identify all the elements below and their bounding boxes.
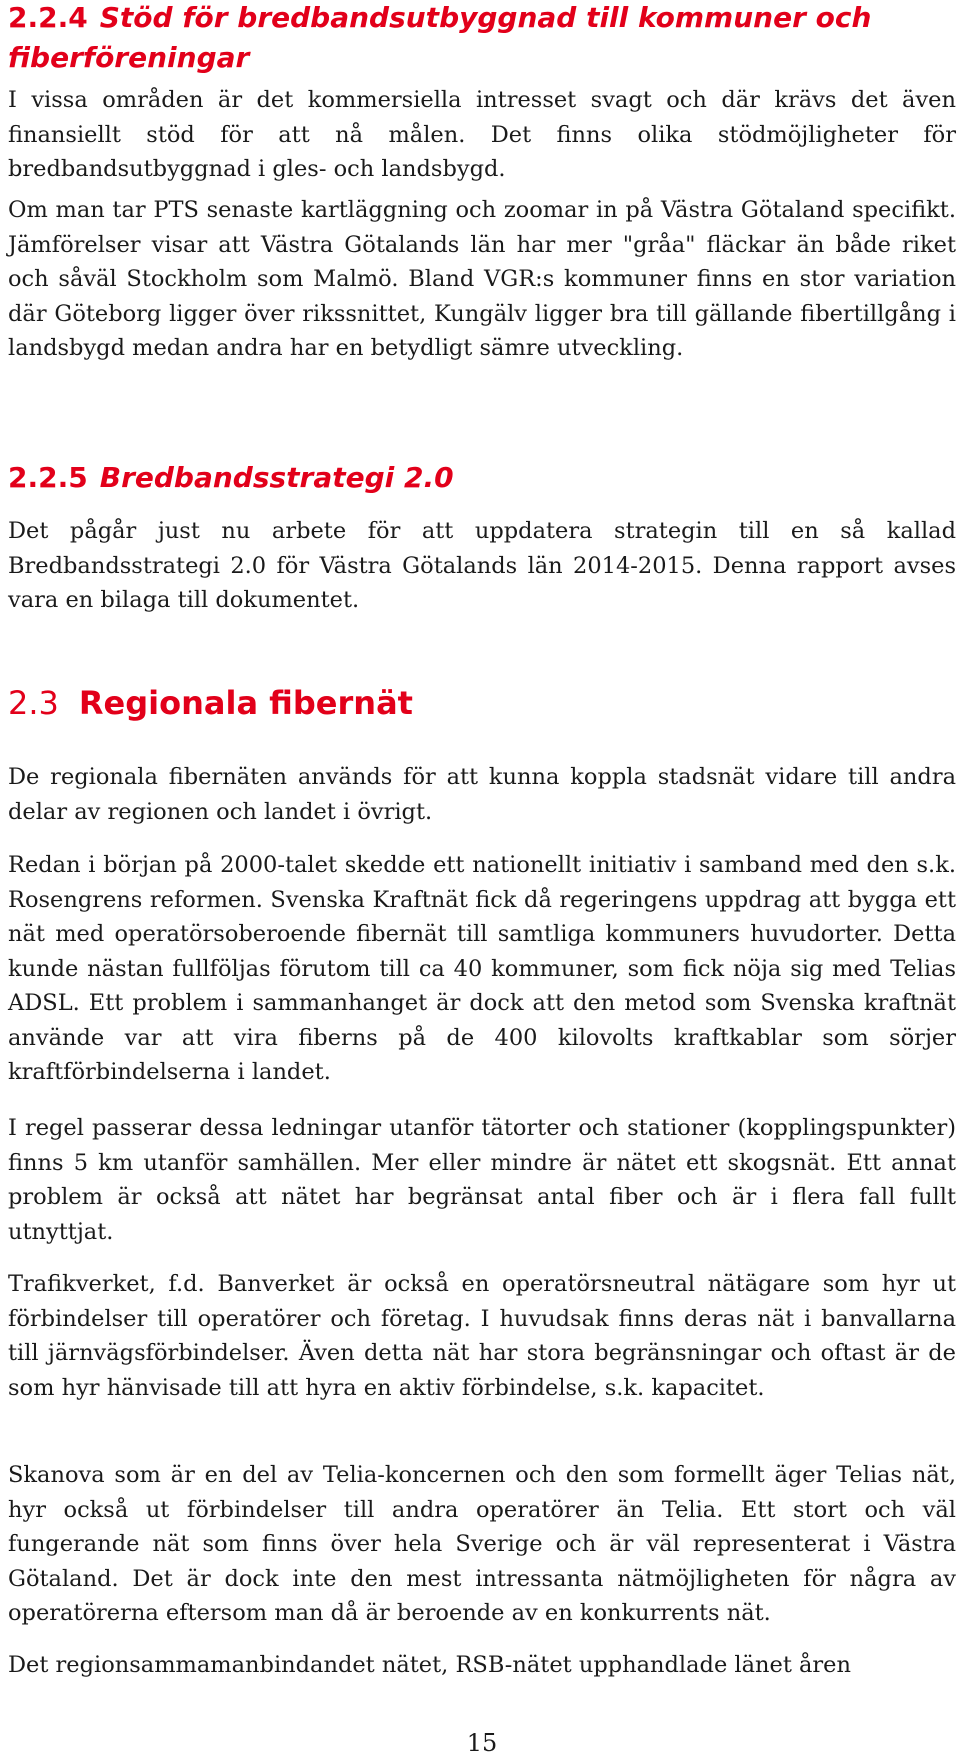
section-number: 2.2.5 (8, 461, 88, 494)
section-title: Regionala fibernät (78, 684, 413, 722)
section-number: 2.2.4 (8, 1, 88, 34)
section-title: Bredbandsstrategi 2.0 (99, 461, 454, 494)
paragraph: I vissa områden är det kommersiella intresset svagt och där krävs det även finansiellt stöd för att nå målen. Det finns olika stödmöjligheter för bredbandsutbyggnad i gles- och landsbygd. (8, 87, 956, 182)
paragraph: Det pågår just nu arbete för att uppdatera strategin till en så kallad Bredbandsstrategi 2.0 för Västra Götalands län 2014-2015. Denna rapport avses vara en bilaga till dokumentet. (8, 518, 956, 613)
section-heading-2-2-4 (8, 0, 908, 78)
page-number: 15 (466, 1729, 498, 1757)
paragraph: Redan i början på 2000-talet skedde ett nationellt initiativ i samband med den s.k. Rosengrens reformen. Svenska Kraftnät fick då regeringens uppdrag att bygga ett nät med operatörsoberoende fibernät till samtliga kommuners huvudorter. Detta kunde nästan fullföljas förutom till ca 40 kommuner, som fick nöja sig med Telias ADSL. Ett problem i sammanhanget är dock att den metod som Svenska kraftnät använde var att vira fiberns på de 400 kilovolts kraftkablar som sörjer kraftförbindelserna i landet. (8, 852, 956, 1085)
document-page (8, 0, 956, 1758)
paragraph: De regionala fibernäten används för att kunna koppla stadsnät vidare till andra delar av regionen och landet i övrigt. (8, 764, 956, 825)
paragraph: Trafikverket, f.d. Banverket är också en operatörsneutral nätägare som hyr ut förbindelser till operatörer och företag. I huvudsak finns deras nät i banvallarna till järnvägsförbindelser. Även detta nät har stora begränsningar och oftast är de som hyr hänvisade till att hyra en aktiv förbindelse, s.k. kapacitet. (8, 1271, 956, 1401)
paragraph: Skanova som är en del av Telia-koncernen och den som formellt äger Telias nät, hyr också ut förbindelser till andra operatörer än Telia. Ett stort och väl fungerande nät som finns över hela Sverige och är väl representerat i Västra Götaland. Det är dock inte den mest intressanta nätmöjligheten för några av operatörerna eftersom man då är beroende av en konkurrents nät. (8, 1462, 956, 1626)
section-heading-2-2-5 (8, 458, 908, 498)
paragraph: I regel passerar dessa ledningar utanför tätorter och stationer (kopplingspunkter) finns 5 km utanför samhällen. Mer eller mindre är nätet ett skogsnät. Ett annat problem är också att nätet har begränsat antal fiber och är i flera fall fullt utnyttjat. (8, 1115, 956, 1245)
paragraph: Det regionsammamanbindandet nätet, RSB-nätet upphandlade länet åren (8, 1652, 851, 1678)
paragraph: Om man tar PTS senaste kartläggning och zoomar in på Västra Götaland specifikt. Jämförelser visar att Västra Götalands län har mer "gråa" fläckar än både riket och såväl Stockholm som Malmö. Bland VGR:s kommuner finns en stor variation där Göteborg ligger över rikssnittet, Kungälv ligger bra till gällande fibertillgång i landsbygd medan andra har en betydligt sämre utveckling. (8, 197, 956, 361)
section-heading-2-3 (8, 683, 908, 723)
section-number: 2.3 (8, 684, 59, 722)
section-title: Stöd för bredbandsutbyggnad till kommuner och fiberföreningar (8, 1, 872, 74)
